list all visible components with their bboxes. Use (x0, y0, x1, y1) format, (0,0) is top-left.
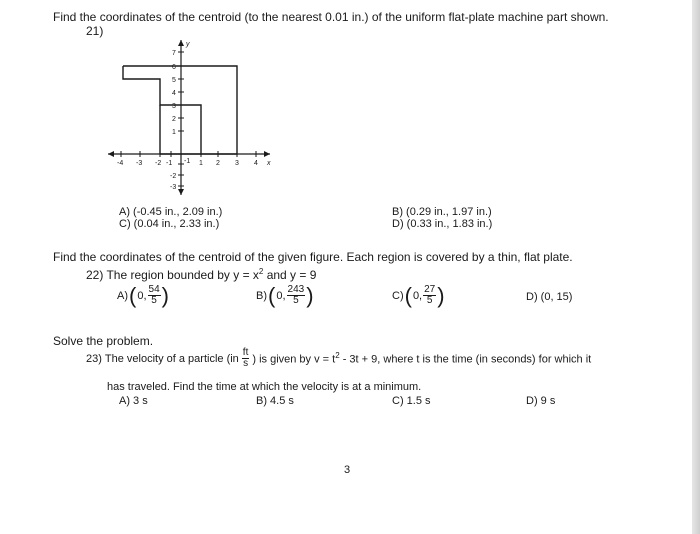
choice-x-value: 0, (137, 289, 147, 302)
y-tick-label: -1 (184, 158, 191, 165)
choice-x-value: 0, (412, 289, 423, 302)
x-tick-label: 3 (235, 160, 239, 167)
y-tick-label: -3 (170, 184, 177, 191)
q21-choice-a: A) (-0.45 in., 2.09 in.) (119, 206, 223, 218)
choice-x-value: 0, (276, 289, 286, 302)
q22-choice-c (392, 282, 445, 308)
paren-open: ( (268, 282, 276, 308)
y-axis-arrow-down (178, 189, 184, 195)
q23-choice-d: D) 9 s (526, 395, 556, 407)
fraction-numerator: 27 (424, 284, 436, 295)
x-tick-label: -4 (117, 160, 124, 167)
machine-part-figure (100, 32, 280, 197)
question-23-number: 23) (86, 352, 102, 365)
y-axis-label: y (186, 41, 190, 48)
fraction-denominator: s (243, 358, 249, 369)
q23-choice-b: B) 4.5 s (256, 395, 294, 407)
y-tick-label: 6 (172, 64, 176, 71)
q23-choice-a: A) 3 s (119, 395, 148, 407)
x-tick-label: 1 (199, 160, 203, 167)
fraction (148, 285, 161, 306)
fraction-numerator: 54 (148, 284, 160, 295)
instruction-centroid-machine-part: Find the coordinates of the centroid (to the nearest 0.01 in.) of the uniform flat-plate machine part shown. (53, 10, 609, 24)
q22-choice-b (256, 282, 314, 308)
question-22-text-b: and y = 9 (263, 268, 317, 282)
fraction-denominator: 5 (426, 295, 433, 306)
question-22-prompt (86, 267, 316, 282)
fraction-denominator: 5 (151, 295, 157, 306)
x-tick-label: 4 (254, 160, 258, 167)
question-22-text-a: The region bounded by y = x (106, 268, 259, 282)
q21-choice-b: B) (0.29 in., 1.97 in.) (392, 206, 492, 218)
paren-open: ( (404, 282, 412, 308)
question-22-exponent: 2 (258, 267, 264, 276)
question-22-number: 22) (86, 268, 104, 282)
q23-choice-c: C) 1.5 s (392, 395, 431, 407)
q22-choice-d: D) (0, 15) (526, 291, 573, 303)
x-axis-arrow-right (264, 151, 270, 157)
page-edge-shadow (692, 0, 700, 534)
instruction-solve: Solve the problem. (53, 334, 154, 348)
fraction-denominator: 5 (293, 295, 299, 306)
question-23-text-line2: has traveled. Find the time at which the velocity is at a minimum. (107, 381, 422, 393)
question-23-text-b: ) is given by v = t (252, 353, 336, 366)
paren-close: ) (161, 282, 169, 308)
x-axis-arrow-left (108, 151, 114, 157)
instruction-centroid-region: Find the coordinates of the centroid of the given figure. Each region is covered by a thin, flat plate. (53, 250, 573, 264)
y-tick-label: 1 (172, 129, 176, 136)
question-23-exponent: 2 (335, 351, 340, 361)
q22-choice-a (117, 282, 169, 308)
y-tick-label: 3 (172, 103, 176, 110)
velocity-unit-fraction (242, 348, 250, 369)
y-axis-arrow-up (178, 40, 184, 46)
fraction-numerator: 243 (287, 284, 305, 295)
y-tick-label: 4 (172, 90, 176, 97)
x-tick-label: -3 (136, 160, 143, 167)
question-23-text-c: - 3t + 9, where t is the time (in seconds) for which it (339, 353, 592, 366)
fraction (423, 285, 436, 306)
y-tick-label: 7 (172, 50, 176, 57)
x-tick-label: -2 (155, 160, 162, 167)
x-tick-label: -1 (166, 160, 173, 167)
question-23-prompt (86, 348, 591, 369)
paren-open: ( (129, 282, 137, 308)
q21-choice-c: C) (0.04 in., 2.33 in.) (119, 218, 220, 230)
y-tick-label: 5 (172, 77, 176, 84)
q21-choice-d: D) (0.33 in., 1.83 in.) (392, 218, 493, 230)
y-tick-label: 2 (172, 116, 176, 123)
choice-label: C) (392, 289, 404, 302)
fraction-numerator: ft (242, 347, 249, 358)
x-tick-label: 2 (216, 160, 220, 167)
paren-close: ) (437, 282, 445, 308)
page-number: 3 (344, 464, 351, 476)
question-21-number: 21) (86, 24, 104, 38)
y-tick-label: -2 (170, 173, 177, 180)
question-23-text-a: The velocity of a particle (in (104, 352, 239, 365)
choice-label: B) (256, 289, 267, 302)
x-axis-label: x (267, 160, 271, 167)
fraction (287, 285, 306, 306)
choice-label: A) (117, 289, 128, 302)
paren-close: ) (306, 282, 314, 308)
